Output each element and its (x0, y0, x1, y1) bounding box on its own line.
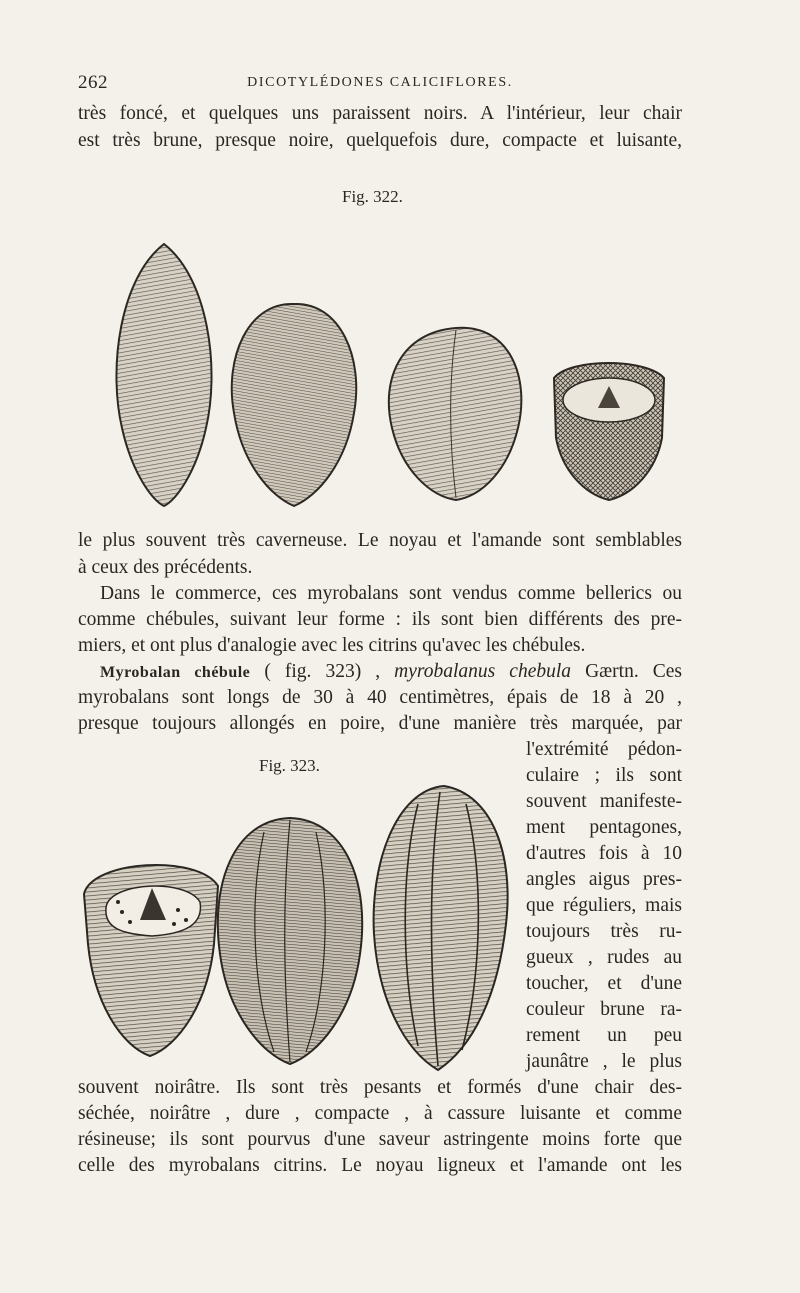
text-line: gueux , rudes au (526, 947, 682, 968)
text-line: toujours très ru- (526, 921, 682, 942)
text-line: comme chébules, suivant leur forme : ils sont bien différents des pre- (78, 609, 682, 630)
text-line: à ceux des précédents. (78, 557, 253, 578)
text-line: séchée, noirâtre , dure , compacte , à cassure luisante et comme (78, 1103, 682, 1124)
text-line: angles aigus pres- (526, 869, 682, 890)
text-line: celle des myrobalans citrins. Le noyau ligneux et l'amande ont les (78, 1155, 682, 1176)
text-line: rement un peu (526, 1025, 682, 1046)
fruit-drawing-whole (218, 818, 362, 1064)
text-line: presque toujours allongés en poire, d'une manière très marquée, par (78, 713, 682, 734)
fruit-cross-section-drawing (84, 865, 218, 1056)
text-line: le plus souvent très caverneuse. Le noyau et l'amande sont semblables (78, 530, 682, 551)
text-line: souvent noirâtre. Ils sont très pesants et formés d'une chair des- (78, 1077, 682, 1098)
text-line: ment pentagones, (526, 817, 682, 838)
seed-cross-section-drawing (554, 363, 664, 500)
text-line: Myrobalan chébule ( fig. 323) , myrobalanus chebula Gærtn. Ces (100, 661, 683, 682)
seed-drawing-2 (232, 304, 356, 506)
figure-322-caption: Fig. 322. (342, 187, 403, 206)
text-line: jaunâtre , le plus (526, 1051, 682, 1072)
page-number: 262 (78, 72, 108, 93)
text-line: miers, et ont plus d'analogie avec les citrins qu'avec les chébules. (78, 635, 586, 656)
text-line: résineuse; ils sont pourvus d'une saveur astringente moins forte que (78, 1129, 682, 1150)
figure-323-caption: Fig. 323. (259, 756, 320, 775)
text-line: toucher, et d'une (526, 973, 682, 994)
text-line: myrobalans sont longs de 30 à 40 centimètres, épais de 18 à 20 , (78, 687, 682, 708)
text-line: Dans le commerce, ces myrobalans sont vendus comme bellerics ou (100, 583, 682, 604)
species-latin-name: myrobalanus chebula (394, 661, 572, 682)
text-line: que réguliers, mais (526, 895, 682, 916)
page-header (78, 72, 682, 98)
text-line: est très brune, presque noire, quelquefois dure, compacte et luisante, (78, 130, 682, 151)
text-line: l'extrémité pédon- (526, 739, 682, 760)
running-head: DICOTYLÉDONES CALICIFLORES. (247, 75, 513, 90)
text-line: très foncé, et quelques uns paraissent noirs. A l'intérieur, leur chair (78, 103, 682, 124)
text-line: d'autres fois à 10 (526, 843, 682, 864)
species-heading: Myrobalan chébule (100, 664, 251, 681)
seed-drawing-1 (116, 244, 211, 506)
text-line: souvent manifeste- (526, 791, 682, 812)
seed-drawing-3 (389, 328, 522, 500)
text-line: culaire ; ils sont (526, 765, 682, 786)
fruit-drawing-ridged (374, 786, 508, 1070)
text-line: couleur brune ra- (526, 999, 682, 1020)
figure-323-illustration (78, 784, 518, 1074)
figure-322-illustration (78, 238, 682, 510)
